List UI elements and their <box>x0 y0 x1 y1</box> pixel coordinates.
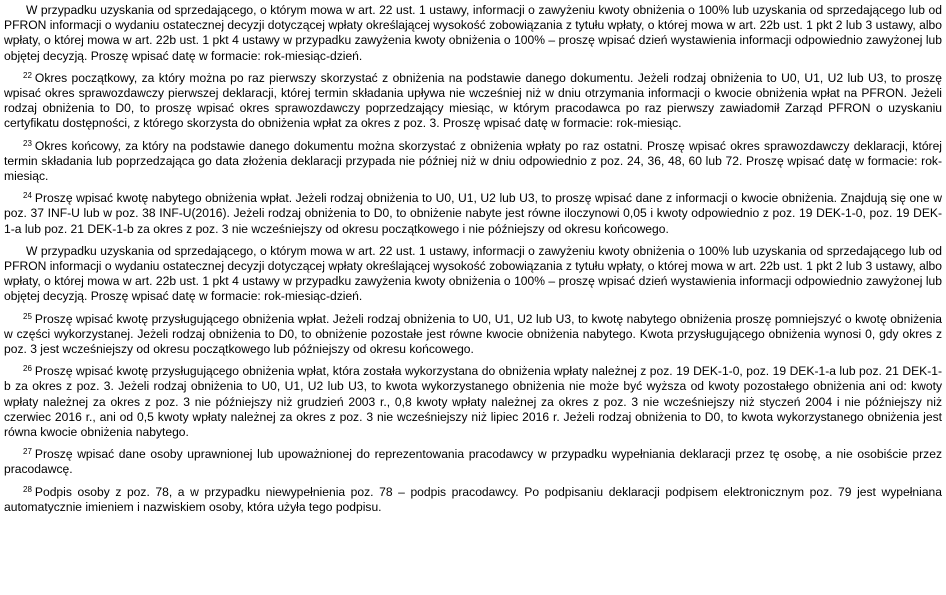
footnote-22 <box>4 71 942 132</box>
footnote-number: 22 <box>23 70 32 80</box>
footnote-number: 24 <box>23 191 32 201</box>
footnote-text: Proszę wpisać kwotę przysługującego obniżenia wpłat. Jeżeli rodzaj obniżenia to U0, U1, U2 lub U3, to kwotę nabytego obniżenia proszę pomniejszyć o kwotę obniżenia w części wykorzystanej. Jeżeli rodzaj obniżenia to D0, to obniżenie pozostałe jest równe kwocie obniżenia nabytego. Kwota przysługującego obniżenia wynosi 0, gdy okres z poz. 3 jest wcześniejszy od okresu początkowego lub późniejszy od okresu końcowego. <box>4 311 942 357</box>
footnote-23 <box>4 139 942 185</box>
footnote-number: 26 <box>23 364 32 374</box>
footnote-25 <box>4 312 942 358</box>
footnote-text: W przypadku uzyskania od sprzedającego, o którym mowa w art. 22 ust. 1 ustawy, informacji o zawyżeniu kwoty obniżenia o 100% lub uzyskania od sprzedającego lub od PFRON informacji o wydaniu ostatecznej decyzji dotyczącej wpłaty określającej wysokość zobowiązania z tytułu wpłaty, o której mowa w art. 22b ust. 1 pkt 2 lub 3 ustawy, albo wpłaty, o której mowa w art. 22b ust. 1 pkt 4 ustawy w przypadku zawyżenia kwoty obniżenia o 100% – proszę wpisać dzień wystawienia informacji odpowiednio zawyżonej lub objętej decyzją. Proszę wpisać datę w formacie: rok-miesiąc-dzień. <box>4 243 942 304</box>
footnote-28 <box>4 485 942 515</box>
footnote-number: 23 <box>23 138 32 148</box>
footnote-paragraph <box>4 3 942 64</box>
footnote-text: Proszę wpisać kwotę przysługującego obniżenia wpłat, która została wykorzystana do obniżenia wpłaty należnej z poz. 19 DEK-1-0, poz. 19 DEK-1-a lub poz. 21 DEK-1-b za okres z poz. 3. Jeżeli rodzaj obniżenia to U0, U1, U2 lub U3, to kwota wykorzystanego obniżenia nie może być wyższa od kwoty pozostałego obniżenia ani od: kwoty wpłaty należnej za okres z poz. 3 nie późniejszy niż grudzień 2003 r., 0,8 kwoty wpłaty należnej za okres z poz. 3 nie wcześniejszy niż styczeń 2004 i nie późniejszy niż czerwiec 2016 r., ani od 0,5 kwoty wpłaty należnej za okres z poz. 3 nie wcześniejszy niż lipiec 2016 r. Jeżeli rodzaj obniżenia to D0, to kwota wykorzystanego obniżenia jest równa kwocie obniżenia nabytego. <box>4 364 942 440</box>
footnote-paragraph <box>4 244 942 305</box>
footnote-number: 25 <box>23 311 32 321</box>
footnote-text: Podpis osoby z poz. 78, a w przypadku niewypełnienia poz. 78 – podpis pracodawcy. Po podpisaniu deklaracji podpisem elektronicznym poz. 79 jest wypełniana automatycznie imieniem i nazwiskiem osoby, która użyła tego podpisu. <box>4 484 942 514</box>
footnote-26 <box>4 364 942 440</box>
footnotes-page <box>4 0 942 515</box>
footnote-text: Okres końcowy, za który na podstawie danego dokumentu można skorzystać z obniżenia wpłaty po raz ostatni. Proszę wpisać okres sprawozdawczy deklaracji, której termin składania lub poprzedzająca go data złożenia deklaracji przypada nie później niż w dniu odpowiednio z poz. 24, 36, 48, 60 lub 72. Proszę wpisać datę w formacie: rok-miesiąc. <box>4 138 942 184</box>
footnote-24 <box>4 191 942 237</box>
footnote-text: Proszę wpisać dane osoby uprawnionej lub upoważnionej do reprezentowania pracodawcy w przypadku wypełniania deklaracji przez tę osobę, a nie osobiście przez pracodawcę. <box>4 447 942 477</box>
footnote-text: W przypadku uzyskania od sprzedającego, o którym mowa w art. 22 ust. 1 ustawy, informacji o zawyżeniu kwoty obniżenia o 100% lub uzyskania od sprzedającego lub od PFRON informacji o wydaniu ostatecznej decyzji dotyczącej wpłaty określającej wysokość zobowiązania z tytułu wpłaty, o której mowa w art. 22b ust. 1 pkt 2 lub 3 ustawy, albo wpłaty, o której mowa w art. 22b ust. 1 pkt 4 ustawy w przypadku zawyżenia kwoty obniżenia o 100% – proszę wpisać dzień wystawienia informacji odpowiednio zawyżonej lub objętej decyzją. Proszę wpisać datę w formacie: rok-miesiąc-dzień. <box>4 3 942 63</box>
footnote-number: 28 <box>23 484 32 494</box>
footnote-text: Proszę wpisać kwotę nabytego obniżenia wpłat. Jeżeli rodzaj obniżenia to U0, U1, U2 lub U3, to proszę wpisać dane z informacji o kwocie obniżenia. Znajdują się one w poz. 37 INF-U lub w poz. 38 INF-U(2016). Jeżeli rodzaj obniżenia to D0, to obniżenie nabyte jest równe iloczynowi 0,05 i kwoty odpowiednio z poz. 19 DEK-1-0, poz. 19 DEK-1-a lub poz. 21 DEK-1-b za okres z poz. 3 nie wcześniejszy od okresu początkowego i nie późniejszy od okresu końcowego. <box>4 191 942 236</box>
footnote-number: 27 <box>23 447 32 457</box>
footnote-27 <box>4 447 942 477</box>
footnote-text: Okres początkowy, za który można po raz pierwszy skorzystać z obniżenia na podstawie danego dokumentu. Jeżeli rodzaj obniżenia to U0, U1, U2 lub U3, to proszę wpisać okres sprawozdawczy pierwszej deklaracji, której termin składania upływa nie wcześniej niż w dniu otrzymania informacji o kwocie obniżenia wpłat na PFRON. Jeżeli rodzaj obniżenia to D0, to proszę wpisać okres sprawozdawczy poprzedzający miesiąc, w którym pracodawca po raz pierwszy zawiadomił Zarząd PFRON o uzyskaniu certyfikatu dostępności, z którego skorzysta do obniżenia wpłat za okres z poz. 3. Proszę wpisać datę w formacie: rok-miesiąc. <box>4 70 942 131</box>
